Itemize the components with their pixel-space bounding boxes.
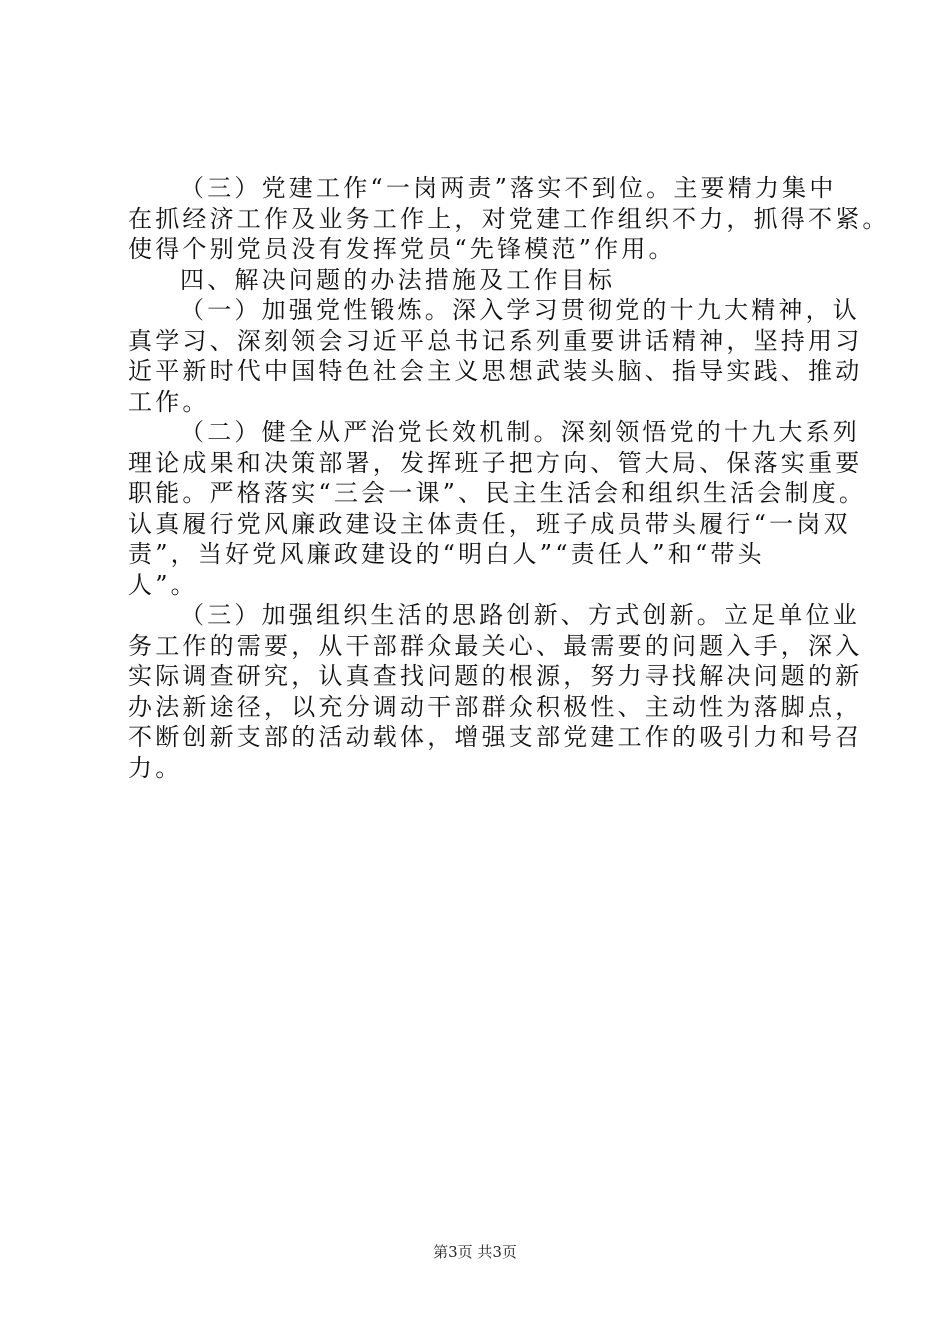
paragraph-line: （三）加强组织生活的思路创新、方式创新。立足单位业 [180,601,860,629]
page-footer [0,1242,950,1262]
paragraph-line: 在抓经济工作及业务工作上，对党建工作组织不力，抓得不紧。 [128,204,890,233]
paragraph-line: 责”，当好党风廉政建设的“明白人”“责任人”和“带头 [128,540,765,568]
paragraph-line: 工作。 [128,387,210,416]
paragraph-line: 力。 [128,753,183,782]
section-heading: 四、解决问题的办法措施及工作目标 [180,265,616,294]
paragraph-line: 不断创新支部的活动载体，增强支部党建工作的吸引力和号召 [128,723,863,751]
paragraph-line: 认真履行党风廉政建设主体责任，班子成员带头履行“一岗双 [128,509,851,538]
paragraph-line: 人”。 [128,570,198,599]
paragraph-line: 办法新途径，以充分调动干部群众积极性、主动性为落脚点， [128,692,863,721]
page-number-label: 第3页 共3页 [433,1243,517,1261]
paragraph-line: 近平新时代中国特色社会主义思想武装头脑、指导实践、推动 [128,357,863,385]
paragraph-line: 理论成果和决策部署，发挥班子把方向、管大局、保落实重要 [128,448,863,477]
paragraph-line: 实际调查研究，认真查找问题的根源，努力寻找解决问题的新 [128,662,863,690]
paragraph-line: 职能。严格落实“三会一课”、民主生活会和组织生活会制度。 [128,479,867,507]
paragraph-line: （二）健全从严治党长效机制。深刻领悟党的十九大系列 [180,418,860,446]
paragraph-line: （一）加强党性锻炼。深入学习贯彻党的十九大精神，认 [180,296,860,324]
paragraph-line: 务工作的需要，从干部群众最关心、最需要的问题入手，深入 [128,631,863,660]
document-body [128,173,890,783]
paragraph-line: （三）党建工作“一岗两责”落实不到位。主要精力集中 [180,174,837,202]
paragraph-line: 真学习、深刻领会习近平总书记系列重要讲话精神，坚持用习 [128,326,863,355]
paragraph-line: 使得个别党员没有发挥党员“先锋模范”作用。 [128,235,676,263]
